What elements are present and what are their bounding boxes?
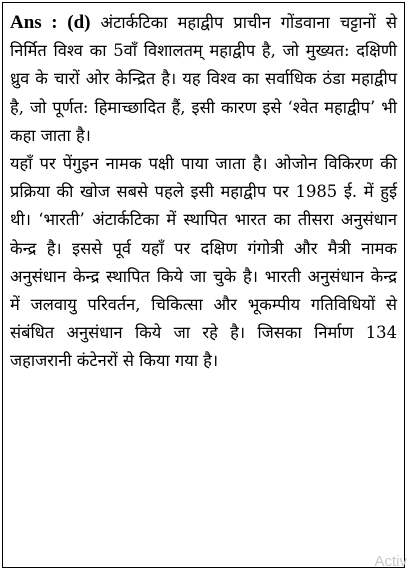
- answer-label: Ans : (d): [10, 12, 91, 33]
- answer-paragraph-2: यहाँ पर पेंगुइन नामक पक्षी पाया जाता है। ओजोन विकिरण की प्रक्रिया की खोज सबसे पहले इसी महाद्वीप पर 1985 ई. में हुई थी। ‘भारती’ अंटार्कटिका में स्थापित भारत का तीसरा अनुसंधान केन्द्र है। इससे पूर्व यहाँ पर दक्षिण गंगोत्री और मैत्री नामक अनुसंधान केन्द्र स्थापित किये जा चुके है। भारती अनुसंधान केन्द्र में जलवायु परिवर्तन, चिकित्सा और भूकम्पीय गतिविधियों से संबंधित अनुसंधान किये जा रहे है। जिसका निर्माण 134 जहाजरानी कंटेनरों से किया गया है।: [10, 154, 397, 371]
- answer-box: [2, 2, 405, 568]
- answer-paragraph-1-text: अंटार्कटिका महाद्वीप प्राचीन गोंडवाना चट्टानों से निर्मित विश्व का 5वाँ विशालतम् महाद्वीप है, जो मुख्यत: दक्षिणी ध्रुव के चारों ओर केन्द्रित है। यह विश्व का सर्वाधिक ठंडा महाद्वीप है, जो पूर्णत: हिमाच्छादित हैं, इसी कारण इसे ‘श्वेत महाद्वीप’ भी कहा जाता है।: [10, 13, 397, 145]
- activation-watermark: Activ: [374, 553, 407, 570]
- answer-paragraph-1: [10, 9, 397, 150]
